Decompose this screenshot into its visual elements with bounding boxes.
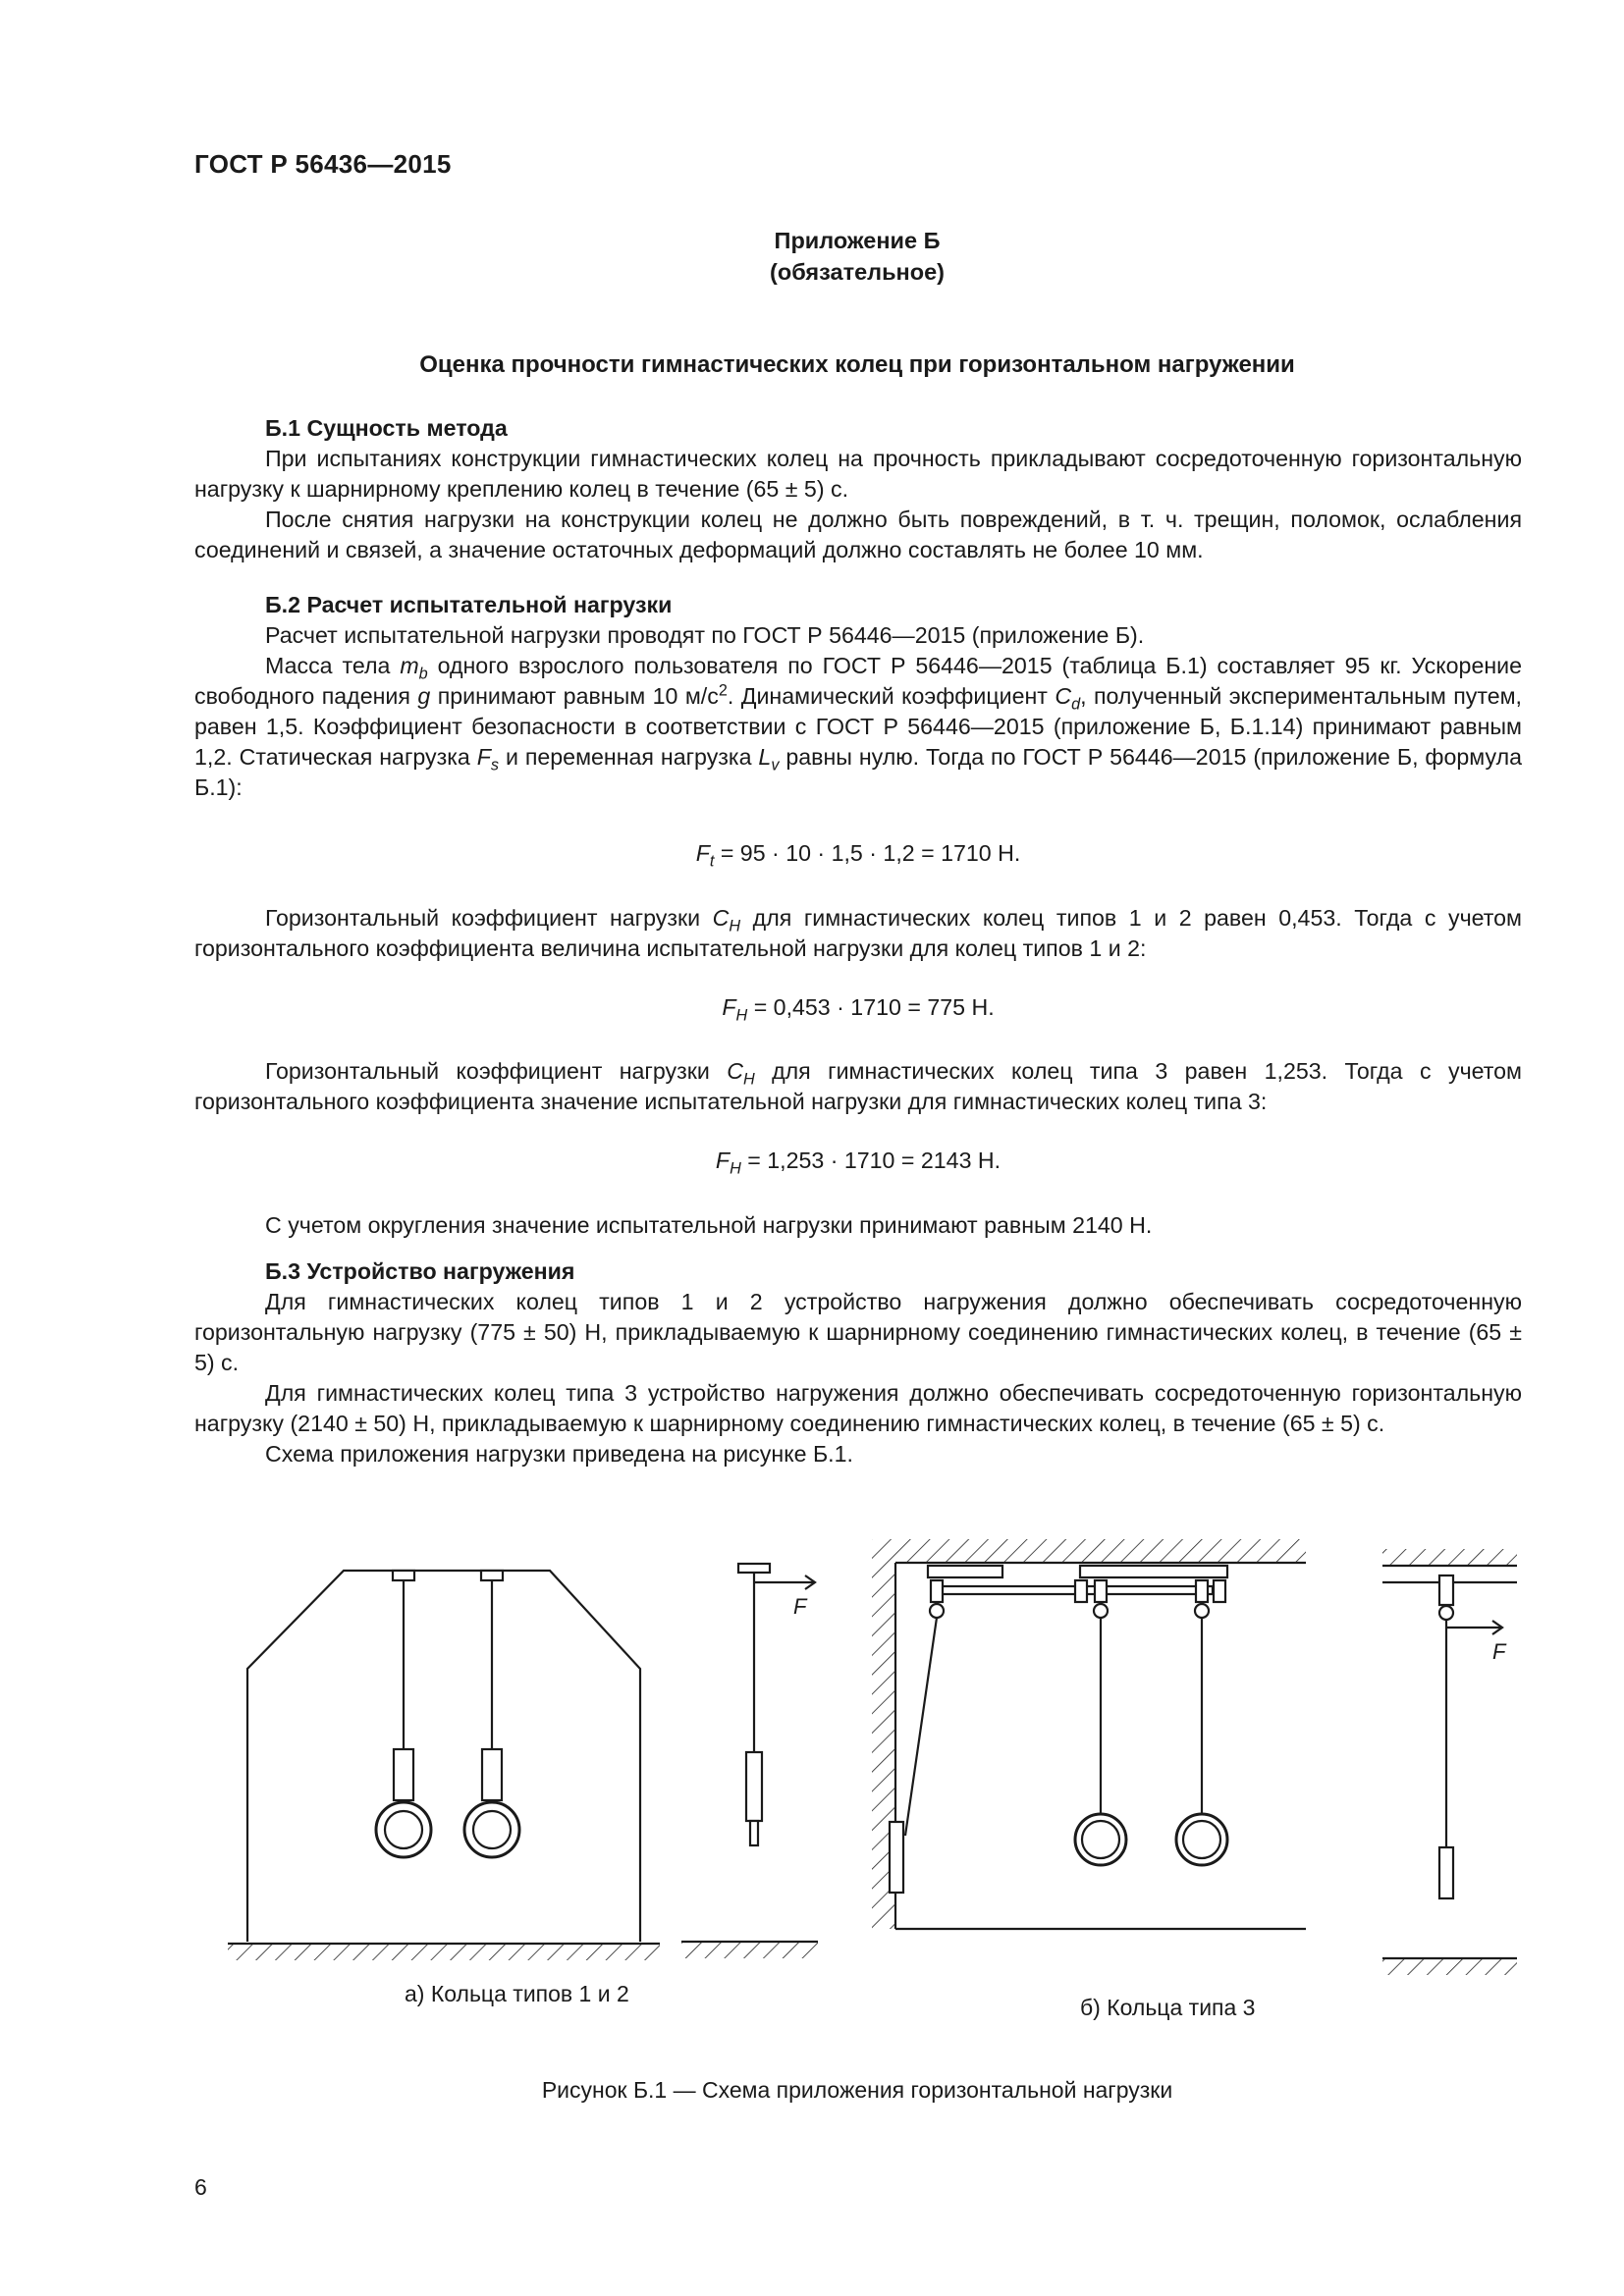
paragraph: После снятия нагрузки на конструкции колец не должно быть повреждений, в т. ч. трещин, поломок, ослабления соединений и связей, а значение остаточных деформаций должно составлять не более 10 мм. (194, 507, 1522, 562)
formula-fh-type-3: $F_H = 1,253 \cdot 1710 = 2143$ Н. (715, 1148, 1001, 1178)
document-id: ГОСТ Р 56436—2015 (194, 149, 452, 179)
paragraph: Для гимнастических колец типа 3 устройство нагружения должно обеспечивать сосредоточенную горизонтальную нагрузку (2140 ± 50) Н, прикладываемую к шарнирному соединению гимнастических колец, в течение (65 ± 5) с. (194, 1380, 1522, 1436)
main-title: Оценка прочности гимнастических колец при горизонтальном нагружении (419, 351, 1295, 378)
force-label: F (1492, 1639, 1506, 1664)
section-b3-heading: Б.3 Устройство нагружения (265, 1258, 575, 1284)
paragraph: При испытаниях конструкции гимнастических колец на прочность прикладывают сосредоточенную горизонтальную нагрузку к шарнирному креплению колец в течение (65 ± 5) с. (194, 446, 1522, 502)
appendix-status: (обязательное) (770, 259, 945, 285)
page-number: 6 (194, 2174, 207, 2200)
section-b2 (194, 590, 1522, 803)
paragraph-ch-types-1-2: Горизонтальный коэффициент нагрузки $C_H$ для гимнастических колец типов 1 и 2 равен 0,453. Тогда с учетом горизонтального коэффициента величина испытательной нагрузки для колец типов 1 и 2: (194, 905, 1522, 961)
paragraph-mass: Масса тела $m_b$ одного взрослого пользователя по ГОСТ Р 56446—2015 (таблица Б.1) составляет 95 кг. Ускорение свободного падения g принимают равным 10 $м/с^2$. Динамический коэффициент $C_d$, полученный экспериментальным путем, равен 1,5. Коэффициент безопасности в соответствии с ГОСТ Р 56446—2015 (приложение Б, Б.1.14) принимают равным 1,2. Статическая нагрузка $F_s$ и переменная нагрузка $L_v$ равны нулю. Тогда по ГОСТ Р 56446—2015 (приложение Б, формула Б.1): (194, 653, 1523, 800)
side-view-types-1-2 (681, 1564, 818, 1958)
side-view-type-3 (1382, 1549, 1517, 1975)
formula-fh-types-1-2: $F_H = 0,453 \cdot 1710 = 775$ Н. (722, 994, 995, 1025)
section-b3 (194, 1256, 1522, 1469)
section-b1-heading: Б.1 Сущность метода (265, 415, 508, 441)
paragraph: Расчет испытательной нагрузки проводят по ГОСТ Р 56446—2015 (приложение Б). (265, 622, 1145, 648)
figure-caption: Рисунок Б.1 — Схема приложения горизонтальной нагрузки (541, 2077, 1173, 2103)
force-label: F (793, 1594, 807, 1619)
caption-a: а) Кольца типов 1 и 2 (405, 1981, 629, 2006)
figure-b1 (0, 1502, 1624, 2052)
frame-rings-type-3 (872, 1539, 1306, 1929)
paragraph: Для гимнастических колец типов 1 и 2 устройство нагружения должно обеспечивать сосредоточенную горизонтальную нагрузку (775 ± 50) Н, прикладываемую к шарнирному соединению гимнастических колец, в течение (65 ± 5) с. (194, 1289, 1522, 1375)
paragraph: Схема приложения нагрузки приведена на рисунке Б.1. (265, 1441, 853, 1467)
frame-rings-types-1-2 (228, 1571, 660, 1960)
section-b2-heading: Б.2 Расчет испытательной нагрузки (265, 592, 673, 617)
section-b1 (194, 413, 1522, 565)
caption-b: б) Кольца типа 3 (1080, 1995, 1256, 2020)
formula-ft: $F_t = 95 \cdot 10 \cdot 1,5 \cdot 1,2 = 1710$ Н. (695, 840, 1021, 871)
paragraph-rounding: С учетом округления значение испытательной нагрузки принимают равным 2140 Н. (265, 1212, 1153, 1238)
paragraph-ch-type-3: Горизонтальный коэффициент нагрузки $C_H$ для гимнастических колец типа 3 равен 1,253. Тогда с учетом горизонтального коэффициента значение испытательной нагрузки для гимнастических колец типа 3: (194, 1058, 1522, 1114)
appendix-title: Приложение Б (774, 228, 941, 253)
